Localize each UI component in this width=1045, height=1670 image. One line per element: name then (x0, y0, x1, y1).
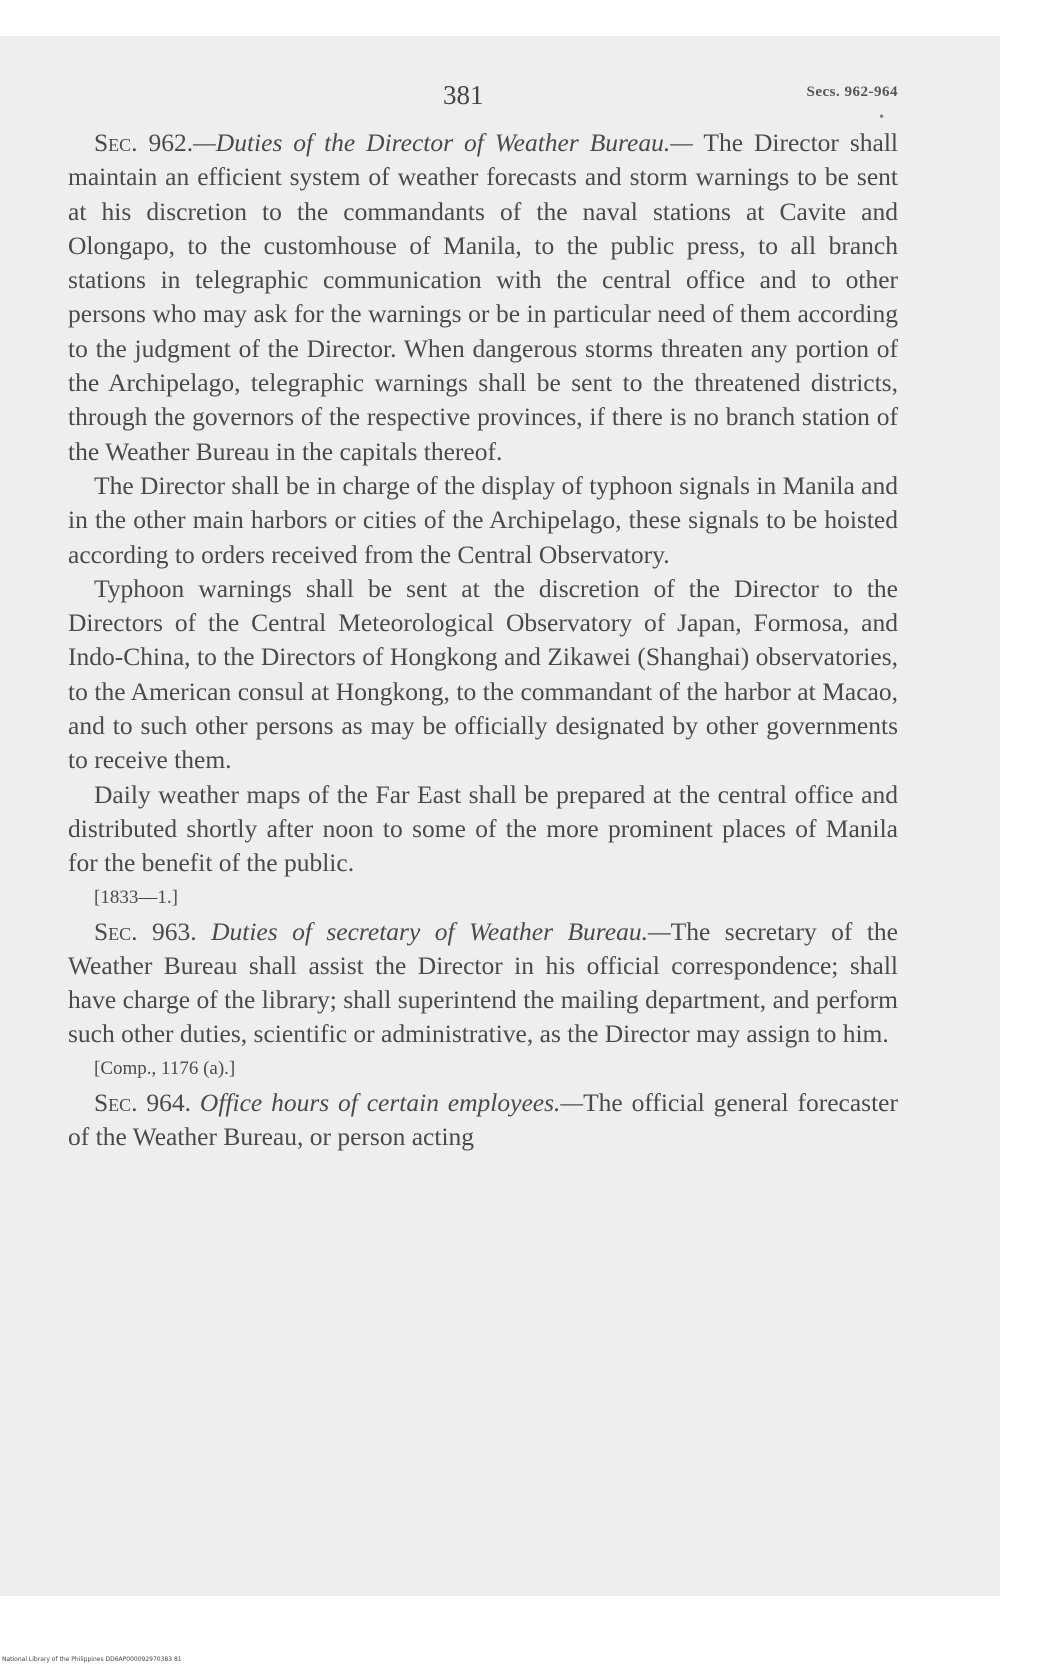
section-text: The Director shall be in charge of the display of typhoon signals in Manila and in the other main harbors or cities of the Archipelago, these signals to be hoisted according to orders received from the Central Observatory. (68, 470, 898, 569)
section-number: Sec. 962. (94, 128, 194, 157)
section-text: Typhoon warnings shall be sent at the discretion of the Director to the Directors of the Central Meteorological Observatory of Japan, Formosa, and Indo-China, to the Directors of Hongkong and Zikawei (Shanghai) observatories, to the American consul at Hongkong, to the commandant of the harbor at Macao, and to such other persons as may be officially designated by other governments to receive them. (68, 573, 898, 775)
section-heading: Office hours of certain employees.— (199, 1087, 584, 1117)
section-962-paragraph-3 (68, 572, 898, 778)
section-heading: —Duties of the Director of Weather Bureau.— (193, 128, 693, 157)
section-963-paragraph-1 (68, 915, 898, 1052)
section-number: Sec. 964. (94, 1087, 192, 1117)
page-number: 381 (443, 80, 484, 110)
scan-footer: National Library of the Philippines DD6AP000092970383 81 (2, 1656, 182, 1663)
section-text: The Director shall maintain an efficient system of weather forecasts and storm warnings to be sent at his discretion to the commandants of the naval stations at Cavite and Olongapo, to the customhouse of Manila, to the public press, to all branch stations in telegraphic communication with the central office and to other persons who may ask for the warnings or be in particular need of them according to the judgment of the Director. When dangerous storms threaten any portion of the Archipelago, telegraphic warnings shall be sent to the threatened districts, through the governors of the respective provinces, if there is no branch station of the Weather Bureau in the capitals thereof. (68, 128, 899, 466)
section-text: The secretary of the Weather Bureau shall assist the Director in his official correspondence; shall have charge of the library; shall superintend the mailing department, and perform such other duties, scientific or administrative, as the Director may assign to him. (68, 916, 898, 1049)
section-962-paragraph-4 (68, 778, 898, 881)
speck-mark: • (879, 110, 884, 125)
section-heading: Duties of secretary of Weather Bureau.— (211, 916, 671, 946)
section-964-paragraph-1 (68, 1086, 898, 1155)
document-page (68, 80, 898, 1154)
running-head: Secs. 962-964 (806, 84, 898, 100)
section-962-paragraph-2 (68, 469, 898, 572)
section-962-citation: [1833—1.] (94, 886, 178, 908)
section-text: Daily weather maps of the Far East shall be prepared at the central office and distributed shortly after noon to some of the more prominent places of Manila for the benefit of the public. (68, 779, 898, 878)
section-text: The official general forecaster of the Weather Bureau, or person acting (68, 1087, 898, 1152)
section-962-paragraph-1 (68, 126, 898, 469)
page-margin (1000, 36, 1045, 1596)
page-header (68, 80, 898, 126)
section-963-citation: [Comp., 1176 (a).] (94, 1057, 236, 1079)
section-number: Sec. 963. (94, 916, 197, 946)
